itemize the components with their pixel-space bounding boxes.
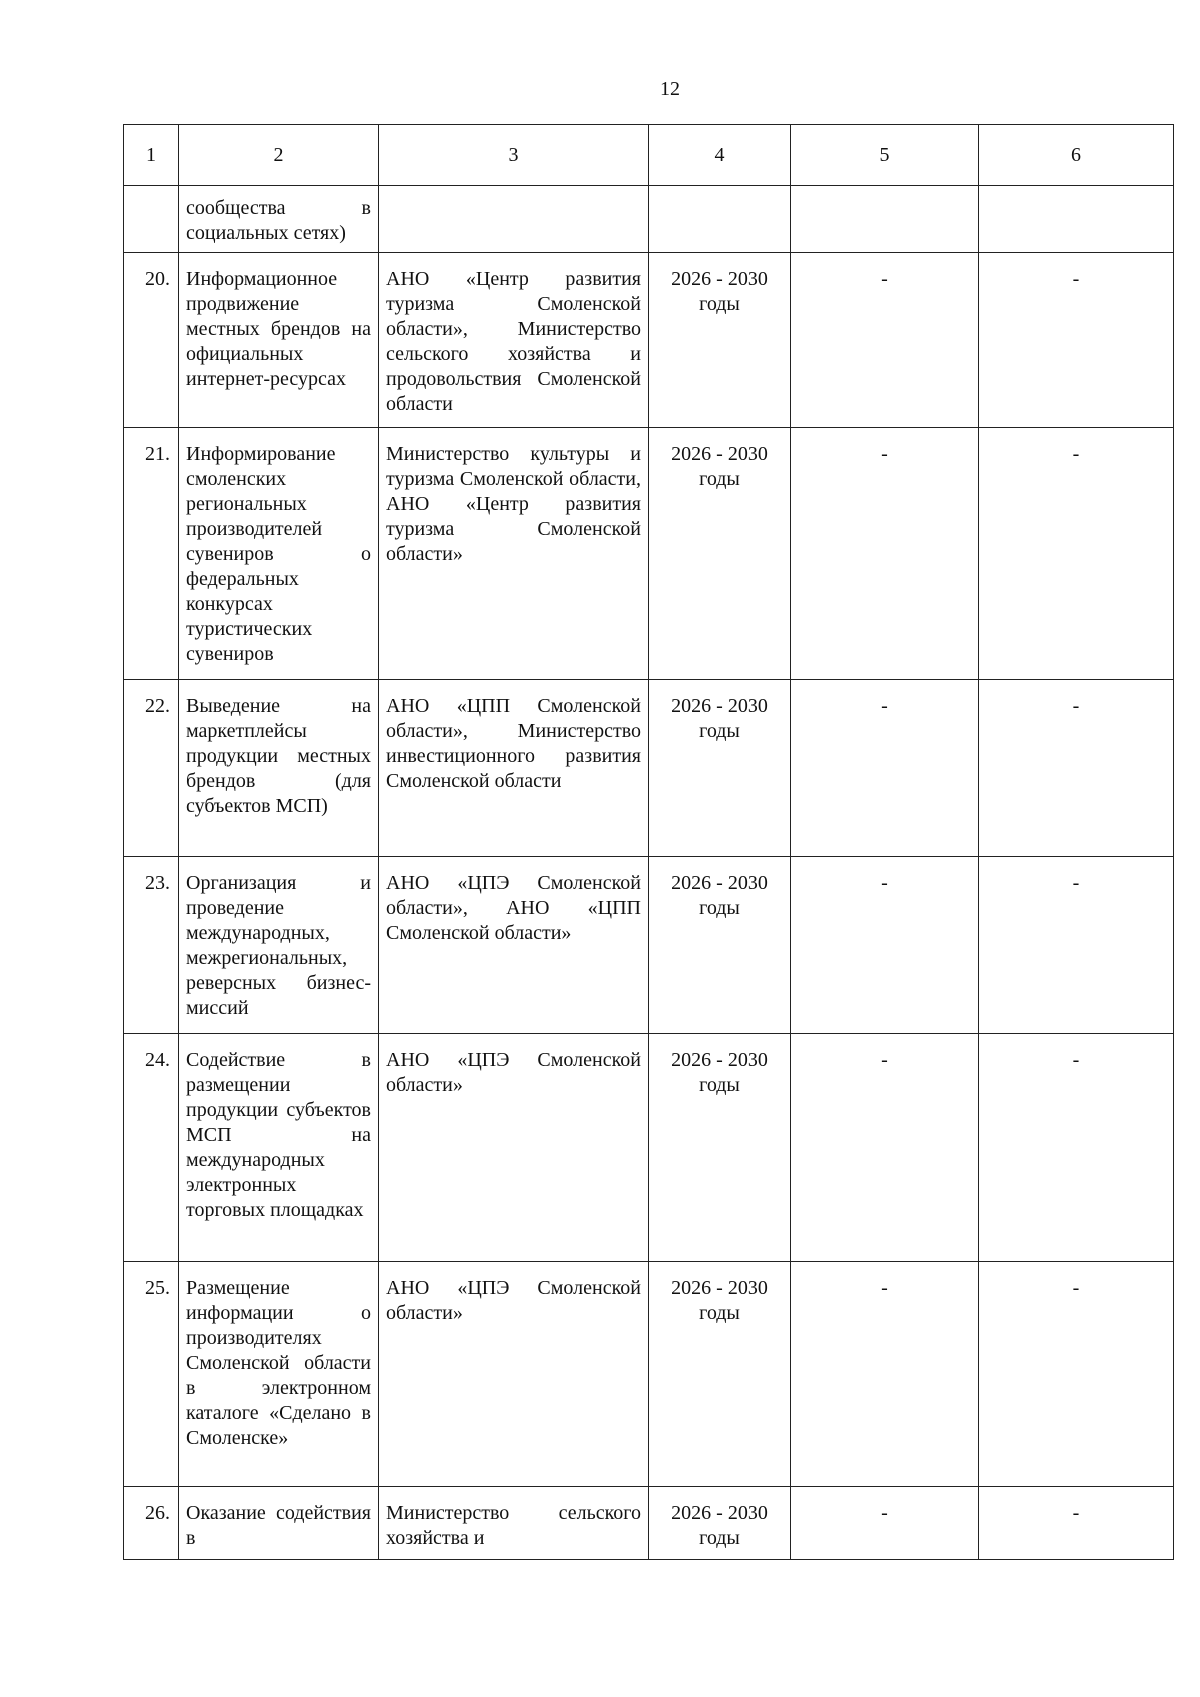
col5-cell: -	[791, 428, 979, 680]
measure-cell: Информирование смоленских региональных производителей сувениров о федеральных конкурсах туристических сувениров	[179, 428, 379, 680]
col5-cell: -	[791, 253, 979, 428]
table-row	[124, 1487, 1174, 1560]
header-cell: 5	[791, 125, 979, 186]
col6-cell: -	[979, 428, 1174, 680]
header-cell: 6	[979, 125, 1174, 186]
period-cell: 2026 - 2030 годы	[649, 253, 791, 428]
col6-cell: -	[979, 680, 1174, 857]
measure-cell: Размещение информации о производителях Смоленской области в электронном каталоге «Сделано в Смоленске»	[179, 1262, 379, 1487]
header-cell: 2	[179, 125, 379, 186]
period-cell: 2026 - 2030 годы	[649, 1034, 791, 1262]
row-number: 26.	[124, 1487, 179, 1560]
row-number	[124, 186, 179, 253]
table-row	[124, 857, 1174, 1034]
period-cell: 2026 - 2030 годы	[649, 857, 791, 1034]
table-row	[124, 253, 1174, 428]
period-cell: 2026 - 2030 годы	[649, 428, 791, 680]
row-number: 24.	[124, 1034, 179, 1262]
col5-cell: -	[791, 1487, 979, 1560]
table-row	[124, 186, 1174, 253]
responsible-cell: АНО «ЦПЭ Смоленской области»	[379, 1262, 649, 1487]
period-cell	[649, 186, 791, 253]
responsible-cell: Министерство сельского хозяйства и	[379, 1487, 649, 1560]
row-number: 25.	[124, 1262, 179, 1487]
measure-cell: Информационное продвижение местных брендов на официальных интернет-ресурсах	[179, 253, 379, 428]
page-number: 12	[660, 78, 680, 100]
col6-cell	[979, 186, 1174, 253]
col6-cell: -	[979, 1034, 1174, 1262]
table-header-row	[124, 125, 1174, 186]
responsible-cell: АНО «ЦПЭ Смоленской области»	[379, 1034, 649, 1262]
row-number: 22.	[124, 680, 179, 857]
period-cell: 2026 - 2030 годы	[649, 1262, 791, 1487]
measure-cell: Организация и проведение международных, межрегиональных, реверсных бизнес-миссий	[179, 857, 379, 1034]
table-row	[124, 1262, 1174, 1487]
responsible-cell: АНО «ЦПЭ Смоленской области», АНО «ЦПП Смоленской области»	[379, 857, 649, 1034]
header-cell: 4	[649, 125, 791, 186]
row-number: 23.	[124, 857, 179, 1034]
col6-cell: -	[979, 253, 1174, 428]
table-row	[124, 680, 1174, 857]
col5-cell: -	[791, 1262, 979, 1487]
col5-cell: -	[791, 680, 979, 857]
col6-cell: -	[979, 857, 1174, 1034]
header-cell: 1	[124, 125, 179, 186]
row-number: 21.	[124, 428, 179, 680]
measure-cell: сообщества в социальных сетях)	[179, 186, 379, 253]
responsible-cell: АНО «ЦПП Смоленской области», Министерство инвестиционного развития Смоленской области	[379, 680, 649, 857]
measure-cell: Выведение на маркетплейсы продукции местных брендов (для субъектов МСП)	[179, 680, 379, 857]
col5-cell: -	[791, 857, 979, 1034]
responsible-cell: АНО «Центр развития туризма Смоленской области», Министерство сельского хозяйства и продовольствия Смоленской области	[379, 253, 649, 428]
period-cell: 2026 - 2030 годы	[649, 680, 791, 857]
measures-table	[123, 124, 1174, 1560]
col5-cell: -	[791, 1034, 979, 1262]
table-row	[124, 1034, 1174, 1262]
measure-cell: Оказание содействия в	[179, 1487, 379, 1560]
row-number: 20.	[124, 253, 179, 428]
col6-cell: -	[979, 1262, 1174, 1487]
responsible-cell: Министерство культуры и туризма Смоленской области, АНО «Центр развития туризма Смоленской области»	[379, 428, 649, 680]
col6-cell: -	[979, 1487, 1174, 1560]
header-cell: 3	[379, 125, 649, 186]
period-cell: 2026 - 2030 годы	[649, 1487, 791, 1560]
measure-cell: Содействие в размещении продукции субъектов МСП на международных электронных торговых площадках	[179, 1034, 379, 1262]
col5-cell	[791, 186, 979, 253]
responsible-cell	[379, 186, 649, 253]
table-row	[124, 428, 1174, 680]
